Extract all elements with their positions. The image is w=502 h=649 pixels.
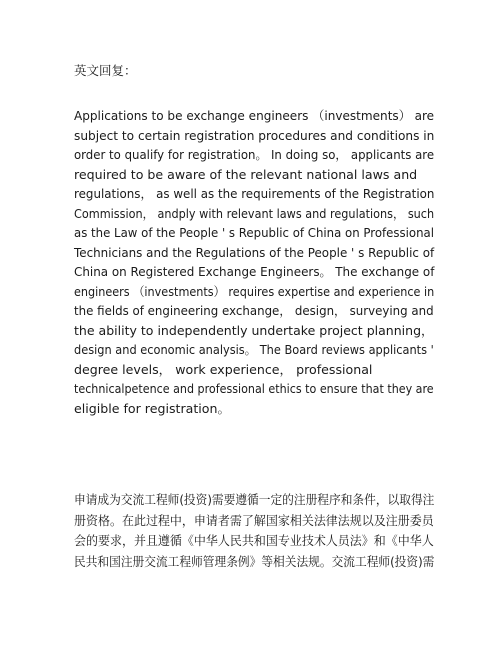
english-line: design and economic analysis。 The Board reviews applicants ' xyxy=(74,342,434,357)
english-line: subject to certain registration procedures and conditions in xyxy=(74,127,435,143)
chinese-line: 民共和国注册交流工程师管理条例》等相关法规。交流工程师(投资)需 xyxy=(74,553,435,569)
english-line: order to qualify for registration。 In doing so， applicants are xyxy=(74,147,435,162)
chinese-line: 会的要求，并且遵循《中华人民共和国专业技术人员法》和《中华人 xyxy=(74,533,434,549)
english-line: the fields of engineering exchange， design， surveying and xyxy=(74,303,434,318)
english-line: degree levels， work experience， professional xyxy=(74,361,373,377)
chinese-line: 申请成为交流工程师(投资)需要遵循一定的注册程序和条件，以取得注 xyxy=(74,492,435,507)
chinese-line: 册资格。在此过程中，申请者需了解国家相关法律法规以及注册委员 xyxy=(74,512,434,528)
english-line: required to be aware of the relevant national laws and xyxy=(74,166,418,182)
english-line: Applications to be exchange engineers （investments） are xyxy=(74,108,435,123)
english-line: China on Registered Exchange Engineers。 The exchange of xyxy=(74,264,435,279)
english-line: regulations， as well as the requirements of the Registration xyxy=(74,186,435,201)
english-line: eligible for registration。 xyxy=(74,400,231,416)
chinese-paragraph xyxy=(74,490,434,572)
english-line: Technicians and the Regulations of the People ' s Republic of xyxy=(74,244,435,260)
english-paragraph xyxy=(74,106,434,418)
english-line: as the Law of the People ' s Republic of China on Professional xyxy=(74,225,434,240)
english-line: the ability to independently undertake project planning， xyxy=(74,322,434,338)
english-line: Commission， andply with relevant laws and regulations， such xyxy=(74,205,435,221)
section-heading: 英文回复： xyxy=(74,63,137,78)
english-line: engineers （investments） requires expertise and experience in xyxy=(74,283,435,299)
english-line: technicalpetence and professional ethics to ensure that they are xyxy=(74,381,434,396)
